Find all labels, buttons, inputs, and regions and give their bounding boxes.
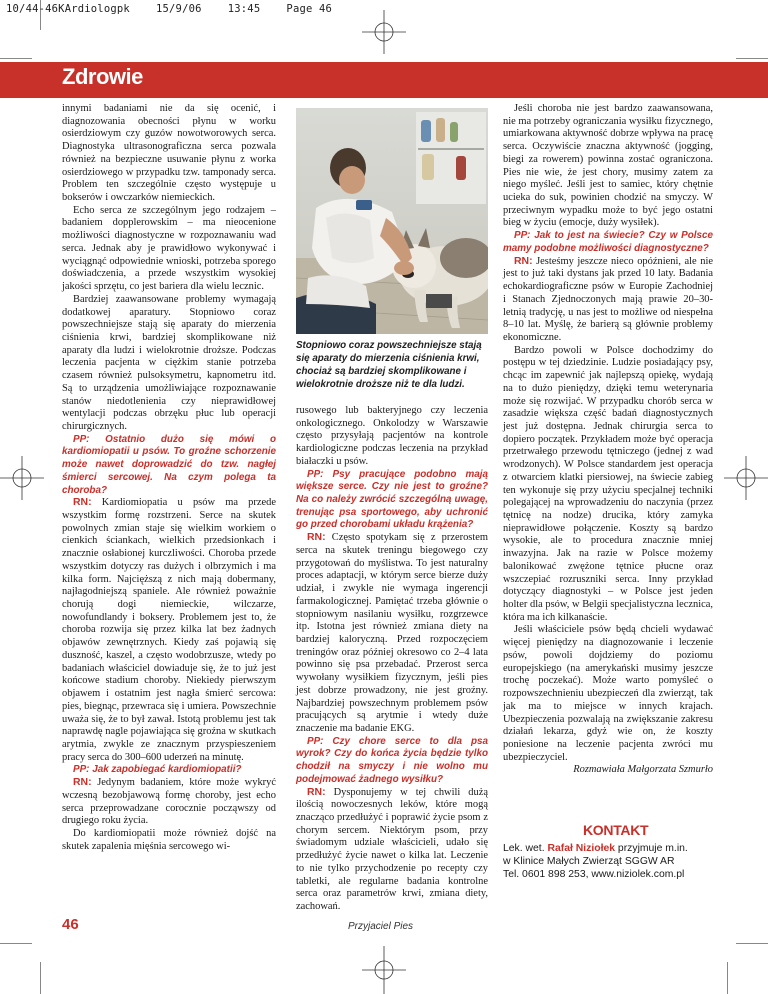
interview-answer	[503, 256, 713, 345]
crop-mark	[727, 962, 728, 994]
registration-mark-right	[724, 450, 768, 506]
print-slug: 10/44-46KArdiologpk 15/9/06 13:45 Page 46	[6, 3, 333, 15]
crop-mark	[736, 58, 768, 59]
paragraph: Bardziej zaawansowane problemy wymagają dodatkowej aparatury. Stopniowo coraz powszechniejsze stają się aparaty do mierzenia ciśnienia krwi, bardziej skomplikowane niż aparaty dla ludzi i wielokrotnie droższe. Podczas leczenia pacjenta w ciężkim stanie potrzeba czasem również pulsoksymetru, kapnometru itd. Są to urządzenia umożliwiające rozpoznawanie stanów niedotlenienia czy nieprawidłowej wentylacji podczas obrzęku płuc lub operacji chirurgicznych.	[62, 293, 276, 432]
contact-line-2: w Klinice Małych Zwierząt SGGW AR	[503, 855, 675, 867]
interview-question: PP: Jak zapobiegać kardiomiopatii?	[73, 764, 242, 776]
contact-name: Rafał Niziołek	[547, 843, 616, 854]
answer-label: RN:	[307, 786, 326, 798]
article-photo	[296, 108, 488, 334]
interview-question: PP: Psy pracujące podobno mają większe serce. Czy nie jest to groźne? Na co należy zwrócić szczególną uwagę, trenując psa sportowego, aby uchronić go przed chorobami układu krążenia?	[296, 468, 488, 531]
registration-mark-left	[0, 450, 44, 506]
answer-text: Często spotykam się z przerostem serca na skutek treningu biegowego czy przygotowań do myślistwa. To jest naturalny proces adaptacji, w którym serce bierze duży udział, i zwykle nie wymaga ingerencji farmakologicznej. Pamiętać trzeba głównie o stopniowym nasilaniu wysiłku, rozgrzewce itp. Istotna jest również zmiana diety na bardziej kaloryczną. Przed rozpoczęciem treningów oraz później okresowo co 2–4 lata powinno się psa przebadać. Przerost serca wywołany wysiłkiem fizycznym, jeśli pies jest dobrze prowadzony, nie jest groźny. Najbardziej powszechnym problemem psów pracujących są arytmie i wtedy duże znaczenie ma badanie EKG.	[296, 532, 488, 734]
article-column-1	[62, 103, 276, 853]
article-column-3	[503, 103, 713, 777]
answer-label: RN:	[307, 532, 326, 544]
contact-line-3: Tel. 0601 898 253, www.niziolek.com.pl	[503, 868, 685, 880]
contact-line-1	[503, 843, 723, 856]
paragraph: Jeśli choroba nie jest bardzo zaawansowana, nie ma potrzeby ograniczania wysiłku fizycznego, umiarkowana aktywność dobrze wpływa na pracę serca. Oczywiście znaczna aktywność (jogging, biegi za rowerem) powinna zostać ograniczona. Pies nie wie, że jest chory, musimy zatem za niego myśleć. Jeśli jest to samiec, który chętnie ucieka do suk, powinien chodzić na smyczy. W przeciwnym wypadku może to być jego ostatni bieg w życiu (emocje, duży wysiłek).	[503, 103, 713, 229]
registration-mark-top	[356, 10, 412, 54]
contact-heading: KONTAKT	[583, 822, 649, 838]
photo-caption: Stopniowo coraz powszechniejsze stają się aparaty do mierzenia ciśnienia krwi, chociaż są bardziej skomplikowane i wielokrotnie droższe niż te dla ludzi.	[296, 340, 482, 390]
paragraph: innymi badaniami nie da się ocenić, i diagnozowania obecności płynu w worku osierdziowym czy guzów nowotworowych serca. Diagnostyka ultrasonograficzna serca pozwala również na bezpieczne usuwanie płynu z worka osierdziowego w przypadku tzw. tamponady serca. Problem ten szczególnie często występuje u bokserów i owczarków niemieckich.	[62, 103, 276, 204]
contact-suffix: przyjmuje m.in.	[615, 843, 688, 854]
interview-question: PP: Czy chore serce to dla psa wyrok? Czy do końca życia będzie tylko chodził na smyczy i nie wolno mu podejmować żadnego wysiłku?	[296, 735, 488, 785]
answer-text: Jedynym badaniem, które może wykryć wczesną bezobjawową formę choroby, jest echo serca przeprowadzane corocznie począwszy od drugiego roku życia.	[62, 777, 276, 827]
section-title: Zdrowie	[62, 64, 143, 89]
crop-mark	[0, 943, 32, 944]
interview-answer	[296, 787, 488, 914]
crop-mark	[736, 943, 768, 944]
answer-text: Kardiomiopatia u psów ma przede wszystkim formę rozstrzeni. Serce na skutek powolnych zmian staje się wielkim workiem o cienkich ściankach, wielkich przedsionkach i znacznie osłabionej kurczliwości. Choroba przede wszystkim dotyczy ras dużych i olbrzymich i ma kilka form. Najcięższą z nich mają dobermany, najłagodniejszą spaniele. Ale również poważnie chorują dogi niemieckie, wilczarze, nowofundlandy i boksery. Problemem jest to, że choroba rozwija się przez kilka lat bez żadnych objawów zewnętrznych. Kiedy zaś pojawią się duszność, kaszel, a często wodobrzusze, wtedy po badaniach właściciel dowiaduje się, że to już jest końcowe stadium choroby. Niekiedy pierwszym objawem i ostatnim jest nagła śmierć sercowa: pies, biegnąc, przewraca się i umiera. Powszechnie uważa się, że to był zawał. Istotą problemu jest tak naprawdę nagle pojawiająca się groźna w skutkach arytmia, zwykle ze znacznym przyspieszeniem pracy serca do 300–600 uderzeń na minutę.	[62, 497, 276, 763]
contact-prefix: Lek. wet.	[503, 843, 548, 854]
interview-question: PP: Jak to jest na świecie? Czy w Polsce mamy podobne możliwości diagnostyczne?	[503, 230, 713, 254]
answer-label: RN:	[73, 777, 92, 789]
article-column-2	[296, 405, 488, 914]
paragraph: Jeśli właściciele psów będą chcieli wydawać więcej pieniędzy na diagnozowanie i leczenie psów, powoli dojdziemy do poziomu europejskiego (na amerykański musimy jeszcze trochę poczekać). Może warto pomyśleć o rozpowszechnieniu ubezpieczeń dla zwierząt, tak jak ma to miejsce w innych krajach. Ubezpieczenia pozwalają na zwiększanie zakresu działań lekarza, gdyż wie on, że koszty poniesione na leczenie pacjenta zwróci mu ubezpieczyciel.	[503, 624, 713, 763]
paragraph: Bardzo powoli w Polsce dochodzimy do postępu w tej dziedzinie. Ludzie posiadający psy, chcąc im zapewnić jak najlepszą opiekę, wydają na to dużo pieniędzy, dzięki temu weterynaria może się rozwijać. W przypadku chorób serca w zasadzie większa część badań diagnostycznych jest już dostępna. Jednak chirurgia serca to dopiero początek. Przykładem może być operacja przetrwałego przewodu tętniczego (jednej z wad wrodzonych). W Polsce standardem jest operacja z otwarciem klatki piersiowej, na świecie zabieg ten wykonuje się przy użyciu specjalnej techniki polegającej na wprowadzeniu do naczynia (przez tętnicę na nodze) drucika, który zamyka nieprawidłowe połączenie. Koszty są bardzo wysokie, ale to procedura znacznie mniej inwazyjna. Jak na razie w Polsce możemy balonikować zwężone tętnice płucne oraz wszczepiać rozruszniki serca. Inny przykład dotyczący diagnostyki – w Polsce jest jeden holter dla psów, w Belgii specjalistyczna lecznica, która ma ich kilkanaście.	[503, 344, 713, 623]
registration-mark-bottom	[356, 946, 412, 994]
paragraph: rusowego lub bakteryjnego czy leczenia onkologicznego. Onkolodzy w Warszawie często przysyłają pacjentów na kontrole kardiologiczne podczas leczenia na przykład białaczki u psów.	[296, 405, 488, 467]
interview-answer	[62, 777, 276, 828]
magazine-footer: Przyjaciel Pies	[348, 921, 414, 932]
crop-mark	[0, 58, 32, 59]
answer-label: RN:	[73, 497, 92, 509]
interview-answer	[62, 497, 276, 764]
answer-text: Dysponujemy w tej chwili dużą ilością nowoczesnych leków, które mogą znacząco przedłużyć i poprawić życie psom z chorym sercem. Niektórym psom, przy świadomym udziale właścicieli, udało się przedłużyć życie nawet o kilka lat. Leczenie to nie tylko przychodzenie po recepty czy tabletki, ale regularne badania kontrolne serca oraz parametrów krwi, zmiana diety, zachowań.	[296, 786, 488, 913]
crop-mark	[40, 962, 41, 994]
page-number: 46	[62, 916, 79, 933]
answer-label: RN:	[514, 255, 533, 267]
interview-question: PP: Ostatnio dużo się mówi o kardiomiopatii u psów. To groźne schorzenie może nawet doprowadzić do tzw. nagłej śmierci sercowej. Na czym polega ta choroba?	[62, 433, 276, 496]
interview-answer	[296, 532, 488, 736]
article-byline: Rozmawiała Małgorzata Szmurło	[573, 764, 713, 776]
answer-text: Jesteśmy jeszcze nieco opóźnieni, ale nie jest to już taki dystans jak przed 10 laty. Badania echokardiograficzne psów w Europie Zachodniej i Stanach Zjednoczonych mają prawie 20–30-letnią tradycję, u nas jest to możliwe od niespełna 8–10 lat. Myślę, że barierą są głównie problemy ekonomiczne.	[503, 255, 713, 343]
contact-box	[503, 843, 723, 881]
paragraph: Echo serca ze szczególnym jego rodzajem – badaniem dopplerowskim – ma nieocenione możliwości diagnostyczne w rozpoznawaniu wad serca. Jednak aby je prawidłowo wykonywać i wyciągnąć odpowiednie wnioski, potrzeba sporego doświadczenia, a przede wszystkim wysokiej jakości sprzętu, co jest bariera dla wielu lecznic.	[62, 204, 276, 293]
paragraph: Do kardiomiopatii może również dojść na skutek zapalenia mięśnia sercowego wi-	[62, 827, 276, 852]
